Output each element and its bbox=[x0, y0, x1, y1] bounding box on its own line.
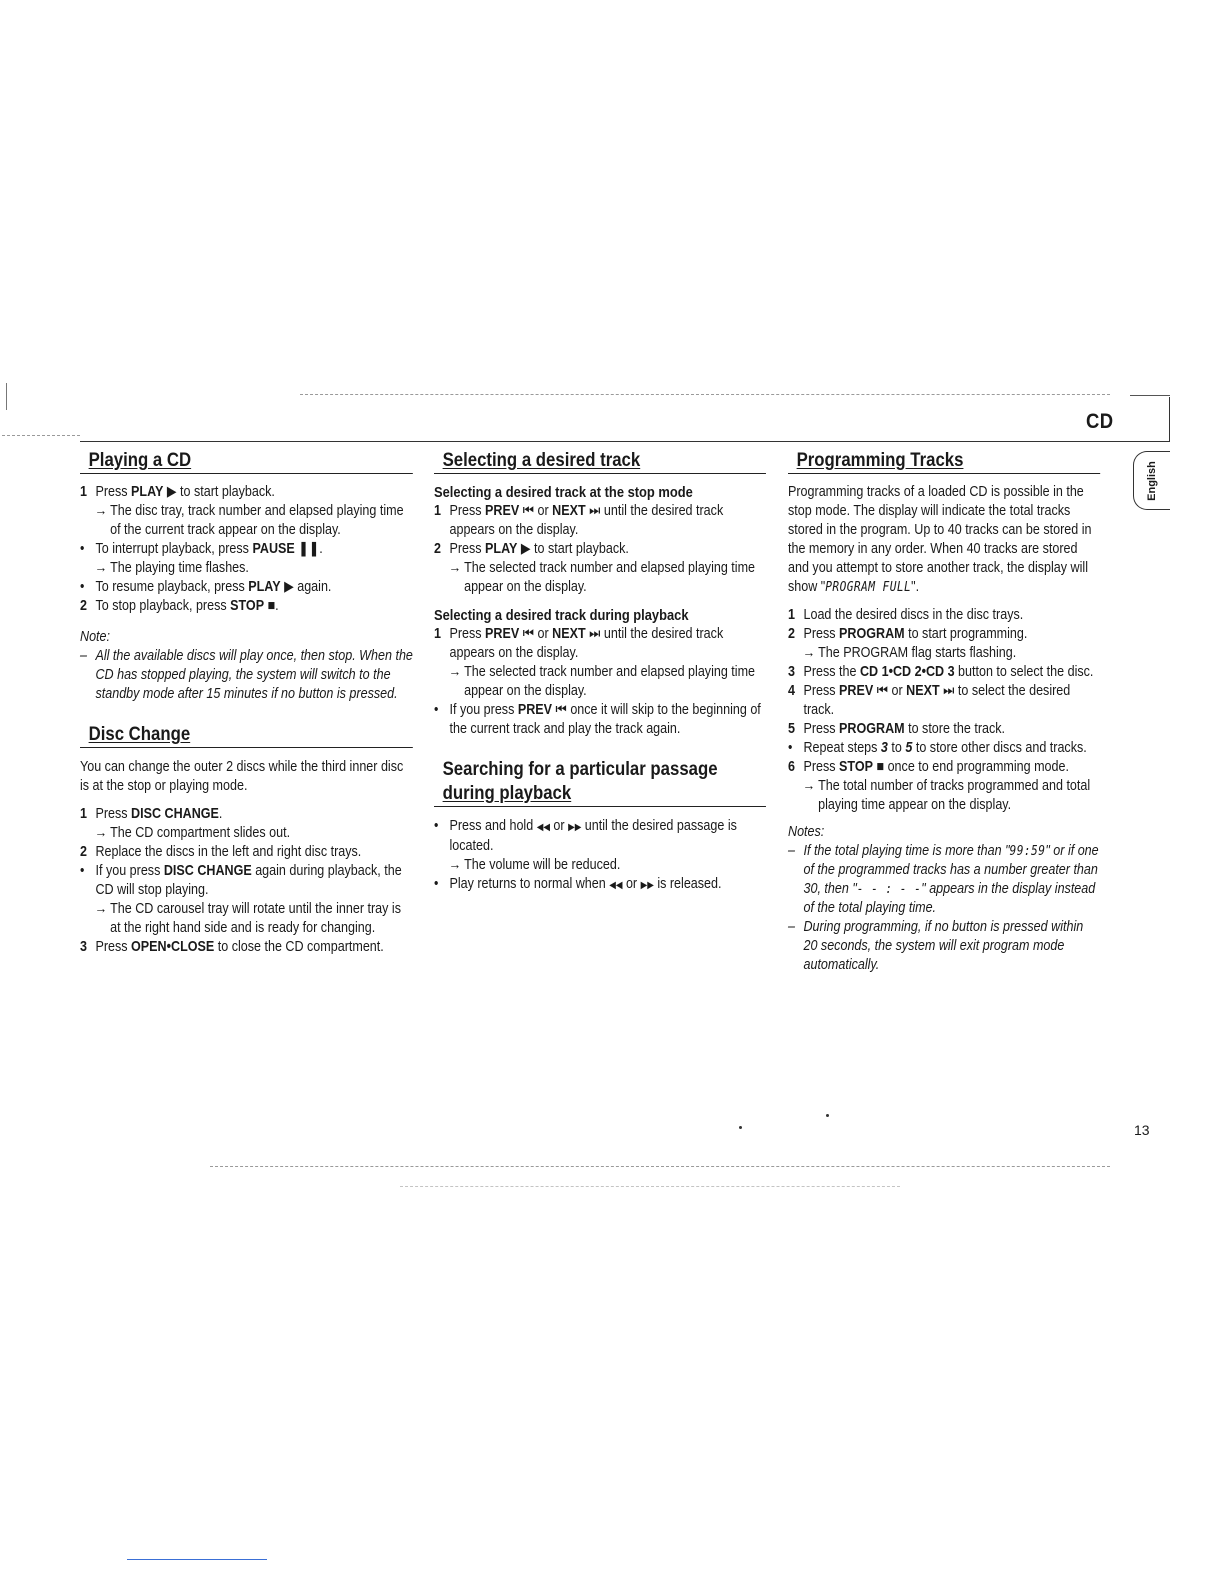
bullet-item: • To interrupt playback, press PAUSE ❚❚. bbox=[80, 541, 323, 557]
intro-paragraph: Programming tracks of a loaded CD is possible in the stop mode. The display will indicate the total tracks stored in the program. Up to 40 tracks can be stored in the memory in any order. When 40 tracks are stored and you attempt to store another track, the display will show "PROGRAM FULL". bbox=[788, 484, 1092, 595]
intro-paragraph: You can change the outer 2 discs while the third inner disc is at the stop or playing mode. bbox=[80, 759, 404, 794]
language-tab-label: English bbox=[1146, 460, 1158, 501]
lcd-text: 99:59 bbox=[1009, 844, 1046, 859]
arrow-icon: → bbox=[802, 778, 816, 794]
step-item: 1 Press DISC CHANGE. bbox=[80, 806, 223, 822]
bullet-item: • To resume playback, press PLAY ▶ again. bbox=[80, 579, 332, 595]
rewind-icon: ◀◀ bbox=[536, 822, 550, 833]
step-item: 2 To stop playback, press STOP ■. bbox=[80, 598, 279, 614]
result-item: → The selected track number and elapsed playing time appear on the display. bbox=[448, 664, 756, 699]
heading-programming-tracks: Programming Tracks bbox=[788, 448, 1100, 474]
fast-forward-icon: ▶▶ bbox=[640, 880, 654, 891]
result-item: → The volume will be reduced. bbox=[448, 857, 621, 873]
result-item: → The PROGRAM flag starts flashing. bbox=[802, 645, 1017, 661]
step-item: 1 Press PREV ⏮ or NEXT ⏭ until the desired track appears on the display. bbox=[434, 626, 724, 661]
section-title: CD bbox=[1086, 410, 1114, 433]
rewind-icon: ◀◀ bbox=[609, 880, 623, 891]
result-item: → The CD carousel tray will rotate until the inner tray is at the right hand side and is ready for changing. bbox=[94, 901, 401, 936]
heading-playing-a-cd: Playing a CD bbox=[80, 448, 413, 474]
scan-artifact-line bbox=[400, 1186, 900, 1187]
fast-forward-icon: ▶▶ bbox=[568, 822, 582, 833]
next-track-icon: ⏭ bbox=[943, 683, 955, 699]
bullet-item: • Play returns to normal when ◀◀ or ▶▶ is released. bbox=[434, 876, 722, 892]
bullet-item: • If you press DISC CHANGE again during playback, the CD will stop playing. bbox=[80, 863, 402, 898]
notes-heading: Notes: bbox=[788, 824, 825, 840]
scan-artifact-line bbox=[210, 1166, 1110, 1167]
column-left bbox=[80, 448, 414, 957]
result-item: → The total number of tracks programmed and total playing time appear on the display. bbox=[802, 778, 1091, 813]
subheading-during-playback: Selecting a desired track during playback bbox=[434, 607, 689, 624]
step-item: 4 Press PREV ⏮ or NEXT ⏭ to select the desired track. bbox=[788, 683, 1071, 718]
subheading-stop-mode: Selecting a desired track at the stop mode bbox=[434, 484, 693, 501]
arrow-icon: → bbox=[94, 825, 108, 841]
step-item: 6 Press STOP ■ once to end programming mode. bbox=[788, 759, 1069, 775]
play-icon: ▶ bbox=[166, 484, 177, 500]
note-item: – If the total playing time is more than "99:59" or if one of the programmed tracks has a number greater than 30, then "- - : - -" appears in the display instead of the total playing time. bbox=[788, 843, 1099, 916]
play-icon: ▶ bbox=[520, 541, 531, 557]
scan-artifact-line bbox=[1130, 395, 1170, 396]
scan-artifact-line bbox=[300, 394, 1110, 395]
heading-searching-passage-line2: during playback bbox=[434, 781, 766, 807]
arrow-icon: → bbox=[448, 664, 462, 680]
stop-icon: ■ bbox=[267, 598, 276, 614]
scan-speck bbox=[826, 1114, 829, 1117]
lcd-text: PROGRAM FULL bbox=[825, 580, 912, 595]
step-item: 5 Press PROGRAM to store the track. bbox=[788, 721, 1006, 737]
scan-mark bbox=[6, 383, 7, 410]
step-item: 2 Press PLAY ▶ to start playback. bbox=[434, 541, 629, 557]
previous-track-icon: ⏮ bbox=[555, 702, 567, 718]
next-track-icon: ⏭ bbox=[589, 503, 601, 519]
bullet-item: • Repeat steps 3 to 5 to store other discs and tracks. bbox=[788, 740, 1087, 756]
heading-selecting-track: Selecting a desired track bbox=[434, 448, 766, 474]
arrow-icon: → bbox=[94, 560, 108, 576]
step-item: 2 Press PROGRAM to start programming. bbox=[788, 626, 1028, 642]
arrow-icon: → bbox=[802, 645, 816, 661]
scan-speck bbox=[739, 1126, 742, 1129]
header-corner-rule bbox=[1169, 397, 1170, 441]
step-item: 1 Press PREV ⏮ or NEXT ⏭ until the desired track appears on the display. bbox=[434, 503, 724, 538]
play-icon: ▶ bbox=[284, 579, 294, 595]
result-item: → The selected track number and elapsed playing time appear on the display. bbox=[448, 560, 756, 595]
column-right bbox=[788, 448, 1124, 975]
step-item: 1 Load the desired discs in the disc trays. bbox=[788, 607, 1024, 623]
bullet-item: • Press and hold ◀◀ or ▶▶ until the desired passage is located. bbox=[434, 818, 737, 854]
heading-searching-passage: Searching for a particular passage bbox=[442, 758, 718, 780]
result-item: → The CD compartment slides out. bbox=[94, 825, 291, 841]
previous-track-icon: ⏮ bbox=[522, 503, 535, 519]
arrow-icon: → bbox=[94, 901, 108, 917]
result-item: → The playing time flashes. bbox=[94, 560, 249, 576]
heading-disc-change: Disc Change bbox=[80, 722, 413, 748]
note-item: – All the available discs will play once, then stop. When the CD has stopped playing, the system will switch to the standby mode after 15 minutes if no button is pressed. bbox=[80, 648, 413, 702]
lcd-text: - - : - - bbox=[856, 882, 922, 897]
scan-artifact-line bbox=[2, 435, 80, 436]
result-item: → The disc tray, track number and elapsed playing time of the current track appear on the display. bbox=[94, 503, 404, 538]
bullet-item: • If you press PREV ⏮ once it will skip to the beginning of the current track and play the track again. bbox=[434, 702, 761, 737]
step-item: 2 Replace the discs in the left and right disc trays. bbox=[80, 844, 362, 860]
step-item: 3 Press OPEN•CLOSE to close the CD compartment. bbox=[80, 939, 384, 955]
arrow-icon: → bbox=[448, 857, 462, 873]
note-heading: Note: bbox=[80, 629, 111, 645]
step-item: 1 Press PLAY ▶ to start playback. bbox=[80, 484, 275, 500]
next-track-icon: ⏭ bbox=[589, 626, 601, 642]
column-middle bbox=[434, 448, 767, 895]
footer-rule bbox=[127, 1559, 267, 1560]
step-item: 3 Press the CD 1•CD 2•CD 3 button to select the disc. bbox=[788, 664, 1094, 680]
previous-track-icon: ⏮ bbox=[522, 626, 535, 642]
stop-icon: ■ bbox=[876, 759, 885, 775]
arrow-icon: → bbox=[94, 503, 108, 519]
previous-track-icon: ⏮ bbox=[876, 683, 889, 699]
language-tab bbox=[1133, 451, 1170, 510]
note-item: – During programming, if no button is pressed within 20 seconds, the system will exit program mode automatically. bbox=[788, 919, 1084, 973]
pause-icon: ❚❚ bbox=[298, 541, 320, 557]
header-rule bbox=[80, 441, 1170, 442]
arrow-icon: → bbox=[448, 560, 462, 576]
page-number: 13 bbox=[1134, 1122, 1150, 1138]
